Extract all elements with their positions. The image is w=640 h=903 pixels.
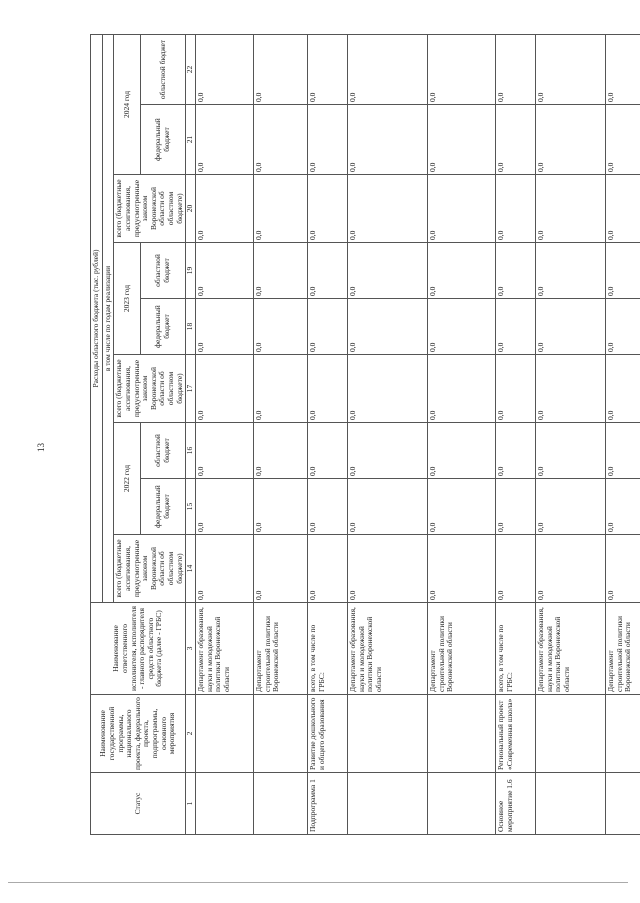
name-cell (427, 695, 495, 773)
value-cell: 0,0 (605, 105, 640, 175)
value-cell: 0,0 (253, 105, 307, 175)
header-responsible: Наименование ответственного исполнителя, исполнителя - главного распорядителя средств областного бюджета (далее - ГРБС) (91, 603, 186, 695)
col-number: 20 (186, 175, 196, 243)
value-cell: 0,0 (427, 355, 495, 423)
grbs-cell: Департамент строительной политики Воронежской области (253, 603, 307, 695)
rotated-table-container (90, 35, 633, 835)
value-cell: 0,0 (253, 34, 307, 104)
value-cell: 0,0 (253, 243, 307, 299)
col-number: 17 (186, 355, 196, 423)
value-cell: 0,0 (495, 423, 535, 479)
table-row (253, 34, 307, 834)
value-cell: 0,0 (427, 243, 495, 299)
value-cell: 0,0 (427, 175, 495, 243)
value-cell: 0,0 (307, 299, 347, 355)
header-expenses: Расходы областного бюджета (тыс. рублей) (91, 34, 103, 602)
value-cell: 0,0 (535, 34, 605, 104)
value-cell: 0,0 (195, 535, 253, 603)
grbs-cell: Департамент строительной политики Воронежской области (427, 603, 495, 695)
grbs-cell: Департамент строительной политики Воронежской области (605, 603, 640, 695)
status-cell (605, 773, 640, 835)
col-number: 16 (186, 423, 196, 479)
col-number: 1 (186, 773, 196, 835)
value-cell: 0,0 (605, 243, 640, 299)
table-row (307, 34, 347, 834)
value-cell: 0,0 (195, 423, 253, 479)
value-cell: 0,0 (307, 355, 347, 423)
value-cell: 0,0 (253, 535, 307, 603)
status-cell (427, 773, 495, 835)
status-cell (535, 773, 605, 835)
value-cell: 0,0 (535, 175, 605, 243)
header-2024-total: всего (бюджетные ассигнования, предусмотренные законом Воронежской области об областном бюджете) (114, 175, 186, 243)
col-number: 18 (186, 299, 196, 355)
value-cell: 0,0 (253, 479, 307, 535)
value-cell: 0,0 (347, 175, 427, 243)
name-cell (535, 695, 605, 773)
grbs-cell: Департамент образования, науки и молодежной политики Воронежской области (535, 603, 605, 695)
value-cell: 0,0 (347, 535, 427, 603)
value-cell: 0,0 (495, 299, 535, 355)
name-cell (347, 695, 427, 773)
header-2023-regional: областной бюджет (140, 243, 186, 299)
value-cell: 0,0 (495, 479, 535, 535)
col-number: 15 (186, 479, 196, 535)
value-cell: 0,0 (605, 423, 640, 479)
value-cell: 0,0 (605, 355, 640, 423)
value-cell: 0,0 (495, 535, 535, 603)
col-number: 14 (186, 535, 196, 603)
value-cell: 0,0 (347, 423, 427, 479)
value-cell: 0,0 (195, 243, 253, 299)
table-row (535, 34, 605, 834)
header-2024-regional: областной бюджет (140, 34, 186, 104)
header-name: Наименование государственной программы, национального проекта, федерального проекта, подпрограммы, основного мероприятия (91, 695, 186, 773)
header-by-years: в том числе по годам реализации (102, 34, 114, 602)
value-cell: 0,0 (195, 355, 253, 423)
value-cell: 0,0 (253, 175, 307, 243)
header-2023-federal: федеральный бюджет (140, 299, 186, 355)
value-cell: 0,0 (535, 535, 605, 603)
value-cell: 0,0 (195, 105, 253, 175)
value-cell: 0,0 (195, 479, 253, 535)
value-cell: 0,0 (253, 299, 307, 355)
value-cell: 0,0 (307, 243, 347, 299)
grbs-cell: всего, в том числе по ГРБС: (307, 603, 347, 695)
value-cell: 0,0 (307, 105, 347, 175)
value-cell: 0,0 (427, 423, 495, 479)
value-cell: 0,0 (307, 423, 347, 479)
value-cell: 0,0 (535, 355, 605, 423)
value-cell: 0,0 (605, 175, 640, 243)
value-cell: 0,0 (495, 105, 535, 175)
header-2022-regional: областной бюджет (140, 423, 186, 479)
value-cell: 0,0 (307, 175, 347, 243)
header-2022-total: всего (бюджетные ассигнования, предусмотренные законом Воронежской области об областном бюджете) (114, 535, 186, 603)
value-cell: 0,0 (605, 535, 640, 603)
value-cell: 0,0 (535, 243, 605, 299)
table-row (605, 34, 640, 834)
value-cell: 0,0 (307, 535, 347, 603)
header-2024-federal: федеральный бюджет (140, 105, 186, 175)
value-cell: 0,0 (347, 355, 427, 423)
value-cell: 0,0 (427, 105, 495, 175)
col-number: 22 (186, 34, 196, 104)
status-cell (253, 773, 307, 835)
value-cell: 0,0 (253, 355, 307, 423)
col-number: 21 (186, 105, 196, 175)
value-cell: 0,0 (347, 479, 427, 535)
table-row (495, 34, 535, 834)
status-cell: Основное мероприятие 1.6 (495, 773, 535, 835)
name-cell (253, 695, 307, 773)
grbs-cell: Департамент образования, науки и молодежной политики Воронежской области (195, 603, 253, 695)
col-number: 3 (186, 603, 196, 695)
value-cell: 0,0 (253, 423, 307, 479)
grbs-cell: Департамент образования, науки и молодежной политики Воронежской области (347, 603, 427, 695)
name-cell (605, 695, 640, 773)
status-cell (347, 773, 427, 835)
value-cell: 0,0 (495, 34, 535, 104)
header-2023-total: всего (бюджетные ассигнования, предусмотренные законом Воронежской области об областном бюджете) (114, 355, 186, 423)
name-cell (195, 695, 253, 773)
header-2023: 2023 год (114, 243, 140, 355)
name-cell: Региональный проект «Современная школа» (495, 695, 535, 773)
value-cell: 0,0 (347, 34, 427, 104)
value-cell: 0,0 (347, 299, 427, 355)
name-cell: Развитие дошкольного и общего образования (307, 695, 347, 773)
value-cell: 0,0 (307, 479, 347, 535)
value-cell: 0,0 (427, 479, 495, 535)
value-cell: 0,0 (427, 34, 495, 104)
value-cell: 0,0 (427, 299, 495, 355)
value-cell: 0,0 (495, 243, 535, 299)
value-cell: 0,0 (195, 175, 253, 243)
header-status: Статус (91, 773, 186, 835)
col-number: 2 (186, 695, 196, 773)
value-cell: 0,0 (495, 355, 535, 423)
value-cell: 0,0 (195, 299, 253, 355)
col-number: 19 (186, 243, 196, 299)
value-cell: 0,0 (427, 535, 495, 603)
table-row (347, 34, 427, 834)
column-numbers-row (186, 34, 196, 834)
page-number: 13 (36, 443, 46, 452)
value-cell: 0,0 (195, 34, 253, 104)
status-cell (195, 773, 253, 835)
grbs-cell: всего, в том числе по ГРБС: (495, 603, 535, 695)
value-cell: 0,0 (347, 243, 427, 299)
value-cell: 0,0 (347, 105, 427, 175)
value-cell: 0,0 (605, 299, 640, 355)
header-2022: 2022 год (114, 423, 140, 535)
status-cell: Подпрограмма 1 (307, 773, 347, 835)
value-cell: 0,0 (535, 479, 605, 535)
value-cell: 0,0 (535, 299, 605, 355)
value-cell: 0,0 (535, 423, 605, 479)
value-cell: 0,0 (495, 175, 535, 243)
value-cell: 0,0 (605, 479, 640, 535)
budget-table (90, 34, 640, 835)
header-2022-federal: федеральный бюджет (140, 479, 186, 535)
value-cell: 0,0 (307, 34, 347, 104)
header-2024: 2024 год (114, 34, 140, 174)
table-row (195, 34, 253, 834)
value-cell: 0,0 (535, 105, 605, 175)
page-bottom-rule (8, 882, 628, 883)
table-row (427, 34, 495, 834)
value-cell: 0,0 (605, 34, 640, 104)
